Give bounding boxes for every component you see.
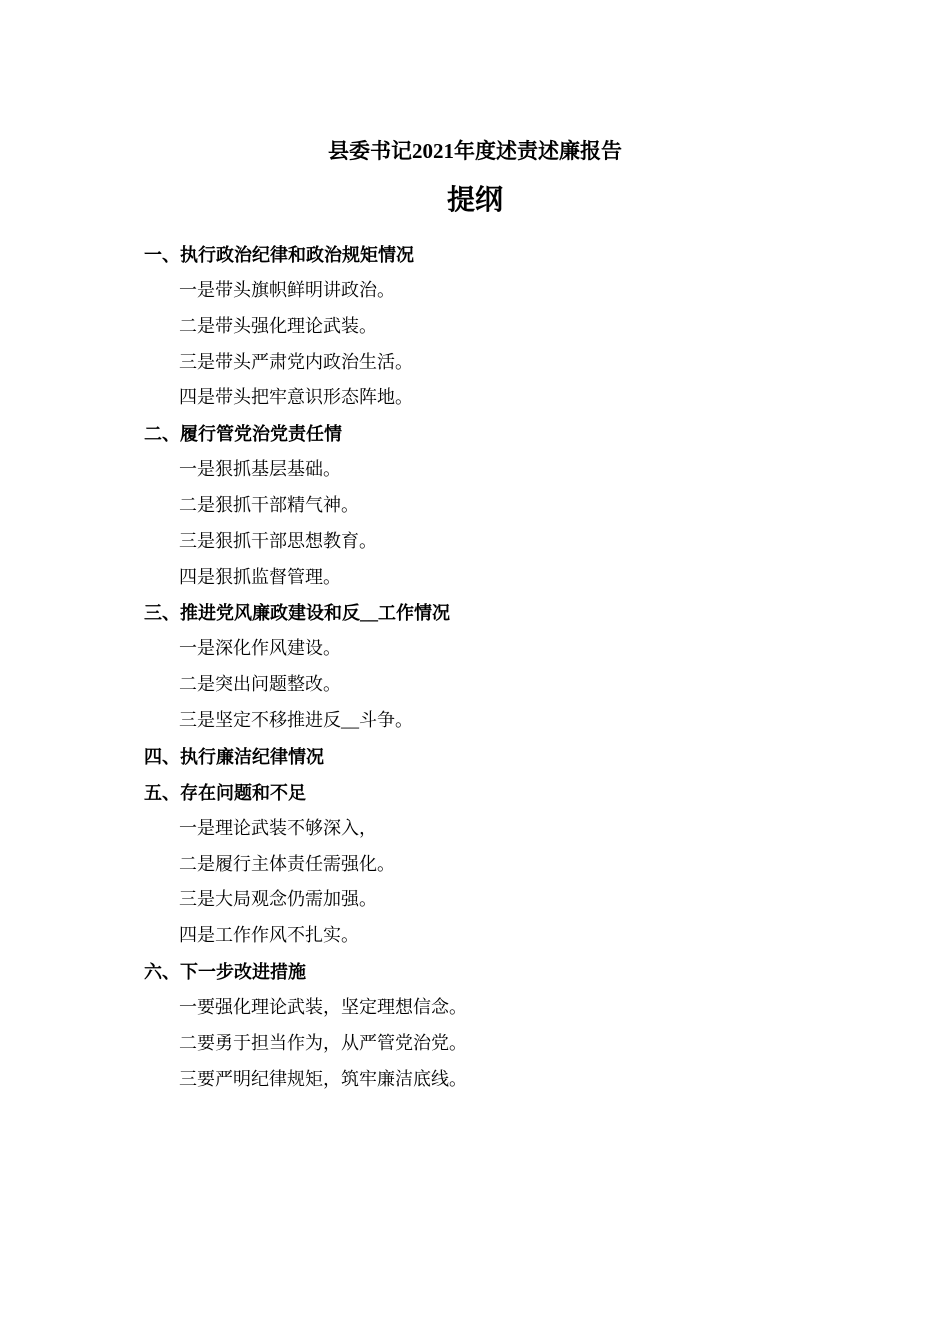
document-subtitle: 提纲 — [446, 185, 503, 216]
outline — [144, 237, 844, 1097]
section-heading: 三、推进党风廉政建设和反__工作情况 — [144, 603, 450, 624]
list-item: 一是带头旗帜鲜明讲政治。 — [179, 280, 395, 300]
list-item: 三是坚定不移推进反__斗争。 — [179, 709, 413, 730]
list-item: 一是深化作风建设。 — [179, 638, 341, 659]
section-items — [144, 452, 844, 595]
section-items — [144, 273, 844, 416]
list-item: 一是理论武装不够深入， — [179, 817, 377, 838]
list-item: 三是狠抓干部思想教育。 — [179, 530, 377, 551]
list-item: 三是带头严肃党内政治生活。 — [179, 351, 413, 372]
list-item: 四是工作作风不扎实。 — [179, 925, 359, 946]
list-item: 四是狠抓监督管理。 — [179, 566, 341, 587]
list-item: 二是狠抓干部精气神。 — [179, 494, 359, 515]
list-item: 一要强化理论武装，坚定理想信念。 — [179, 996, 467, 1017]
section-heading: 一、执行政治纪律和政治规矩情况 — [144, 245, 414, 265]
section-2 — [144, 416, 844, 595]
list-item: 一是狠抓基层基础。 — [179, 459, 341, 480]
list-item: 二是带头强化理论武装。 — [179, 315, 377, 336]
section-items — [144, 990, 844, 1097]
list-item: 二要勇于担当作为，从严管党治党。 — [179, 1032, 467, 1053]
list-item: 四是带头把牢意识形态阵地。 — [179, 387, 413, 408]
section-heading: 五、存在问题和不足 — [144, 782, 306, 803]
list-item: 三是大局观念仍需加强。 — [179, 889, 377, 910]
list-item: 三要严明纪律规矩，筑牢廉洁底线。 — [179, 1068, 467, 1089]
section-heading: 四、执行廉洁纪律情况 — [144, 746, 324, 767]
section-heading: 六、下一步改进措施 — [144, 961, 306, 982]
section-4 — [144, 739, 844, 775]
list-item: 二是履行主体责任需强化。 — [179, 853, 395, 874]
section-1 — [144, 237, 844, 416]
section-items — [144, 811, 844, 954]
section-heading: 二、履行管党治党责任情 — [144, 424, 342, 445]
section-6 — [144, 954, 844, 1097]
section-5 — [144, 775, 844, 954]
section-items — [144, 631, 844, 738]
list-item: 二是突出问题整改。 — [179, 674, 341, 695]
document-title: 县委书记2021年度述责述廉报告 — [328, 139, 622, 163]
section-3 — [144, 595, 844, 738]
